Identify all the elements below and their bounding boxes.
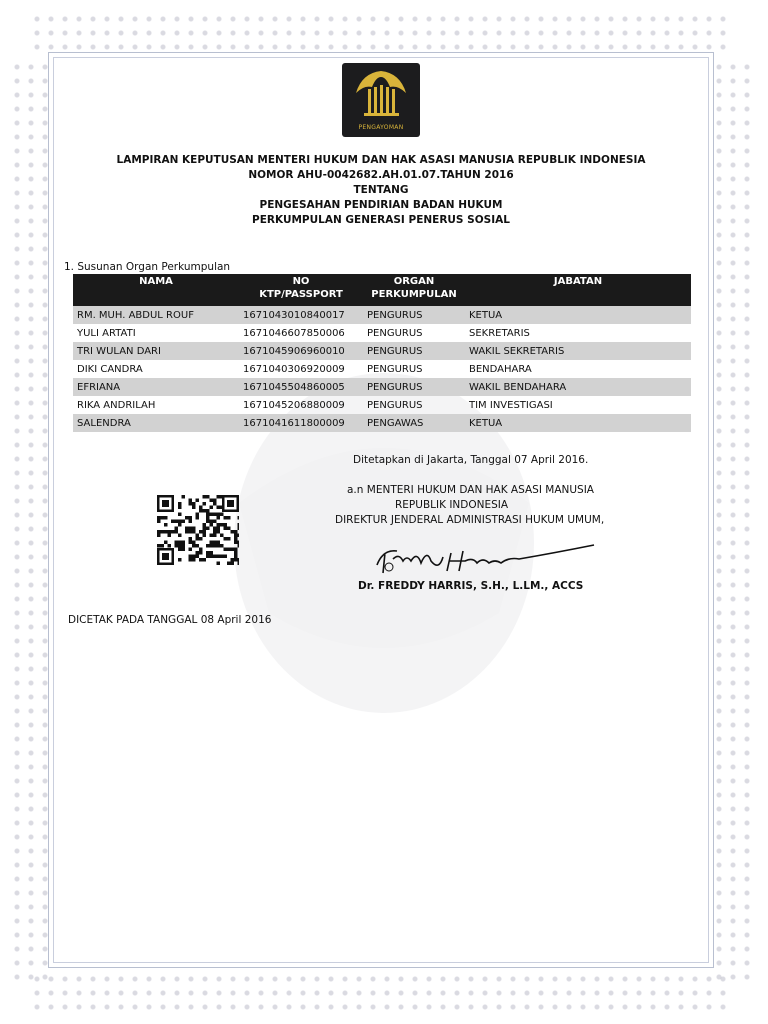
organ-table [73,274,691,432]
cell-jabatan: KETUA [465,414,691,432]
header-line-1: LAMPIRAN KEPUTUSAN MENTERI HUKUM DAN HAK ASASI MANUSIA REPUBLIK INDONESIA [116,154,646,166]
cell-jabatan: BENDAHARA [469,363,532,375]
section-title: 1. Susunan Organ Perkumpulan [64,261,231,273]
table-row [73,306,691,324]
cell-ktp: 1671040306920009 [243,363,345,375]
column-header-organ: ORGAN PERKUMPULAN [363,274,465,306]
place-date: Ditetapkan di Jakarta, Tanggal 07 April 2016. [353,454,589,466]
cell-jabatan: WAKIL BENDAHARA [465,378,691,396]
cell-ktp: 1671045906960010 [239,342,363,360]
column-header-ktp: NO KTP/PASSPORT [239,274,363,306]
cell-ktp: 1671041611800009 [239,414,363,432]
pengayoman-tree-icon [342,63,420,123]
table-row [73,396,691,414]
certificate-page [48,52,714,968]
cell-nama: DIKI CANDRA [77,363,143,375]
table-row [73,378,691,396]
cell-organ: PENGURUS [367,327,423,339]
border-pattern-left [10,60,50,980]
sign-line-2: REPUBLIK INDONESIA [395,499,509,511]
cell-nama: EFRIANA [73,378,239,396]
border-pattern-bottom [30,972,730,1012]
cell-jabatan: SEKRETARIS [469,327,530,339]
sign-line-3: DIREKTUR JENDERAL ADMINISTRASI HUKUM UMUM, [335,514,605,526]
cell-jabatan: KETUA [465,306,691,324]
sign-line-1: a.n MENTERI HUKUM DAN HAK ASASI MANUSIA [347,484,594,496]
cell-nama: SALENDRA [73,414,239,432]
cell-organ: PENGURUS [363,306,465,324]
border-pattern-top [30,12,730,52]
cell-ktp: 1671046607850006 [243,327,345,339]
table-row [73,342,691,360]
header-line-5: PERKUMPULAN GENERASI PENERUS SOSIAL [252,214,510,226]
signature-image [369,531,599,581]
header-line-4: PENGESAHAN PENDIRIAN BADAN HUKUM [259,199,503,211]
official-name: Dr. FREDDY HARRIS, S.H., L.LM., ACCS [358,580,584,592]
header-line-2: NOMOR AHU-0042682.AH.01.07.TAHUN 2016 [248,169,514,181]
printed-date: DICETAK PADA TANGGAL 08 April 2016 [68,614,272,626]
header-line-3: TENTANG [353,184,409,196]
cell-jabatan: WAKIL SEKRETARIS [465,342,691,360]
logo-caption: PENGAYOMAN [358,124,404,131]
cell-jabatan: TIM INVESTIGASI [469,399,553,411]
cell-organ: PENGURUS [367,399,423,411]
cell-nama: YULI ARTATI [77,327,136,339]
cell-organ: PENGURUS [363,378,465,396]
cell-organ: PENGURUS [367,363,423,375]
table-header-row [73,274,691,306]
cell-ktp: 1671045504860005 [239,378,363,396]
cell-organ: PENGAWAS [363,414,465,432]
table-row [73,324,691,342]
cell-nama: RM. MUH. ABDUL ROUF [73,306,239,324]
table-row [73,414,691,432]
cell-organ: PENGURUS [363,342,465,360]
column-header-jabatan: JABATAN [465,274,691,306]
table-row [73,360,691,378]
cell-nama: TRI WULAN DARI [73,342,239,360]
cell-ktp: 1671043010840017 [239,306,363,324]
border-pattern-right [712,60,752,980]
column-header-nama: NAMA [73,274,239,306]
ministry-logo [342,63,420,137]
cell-nama: RIKA ANDRILAH [77,399,156,411]
qr-code-icon [157,495,239,565]
cell-ktp: 1671045206880009 [243,399,345,411]
table-body [73,306,691,432]
